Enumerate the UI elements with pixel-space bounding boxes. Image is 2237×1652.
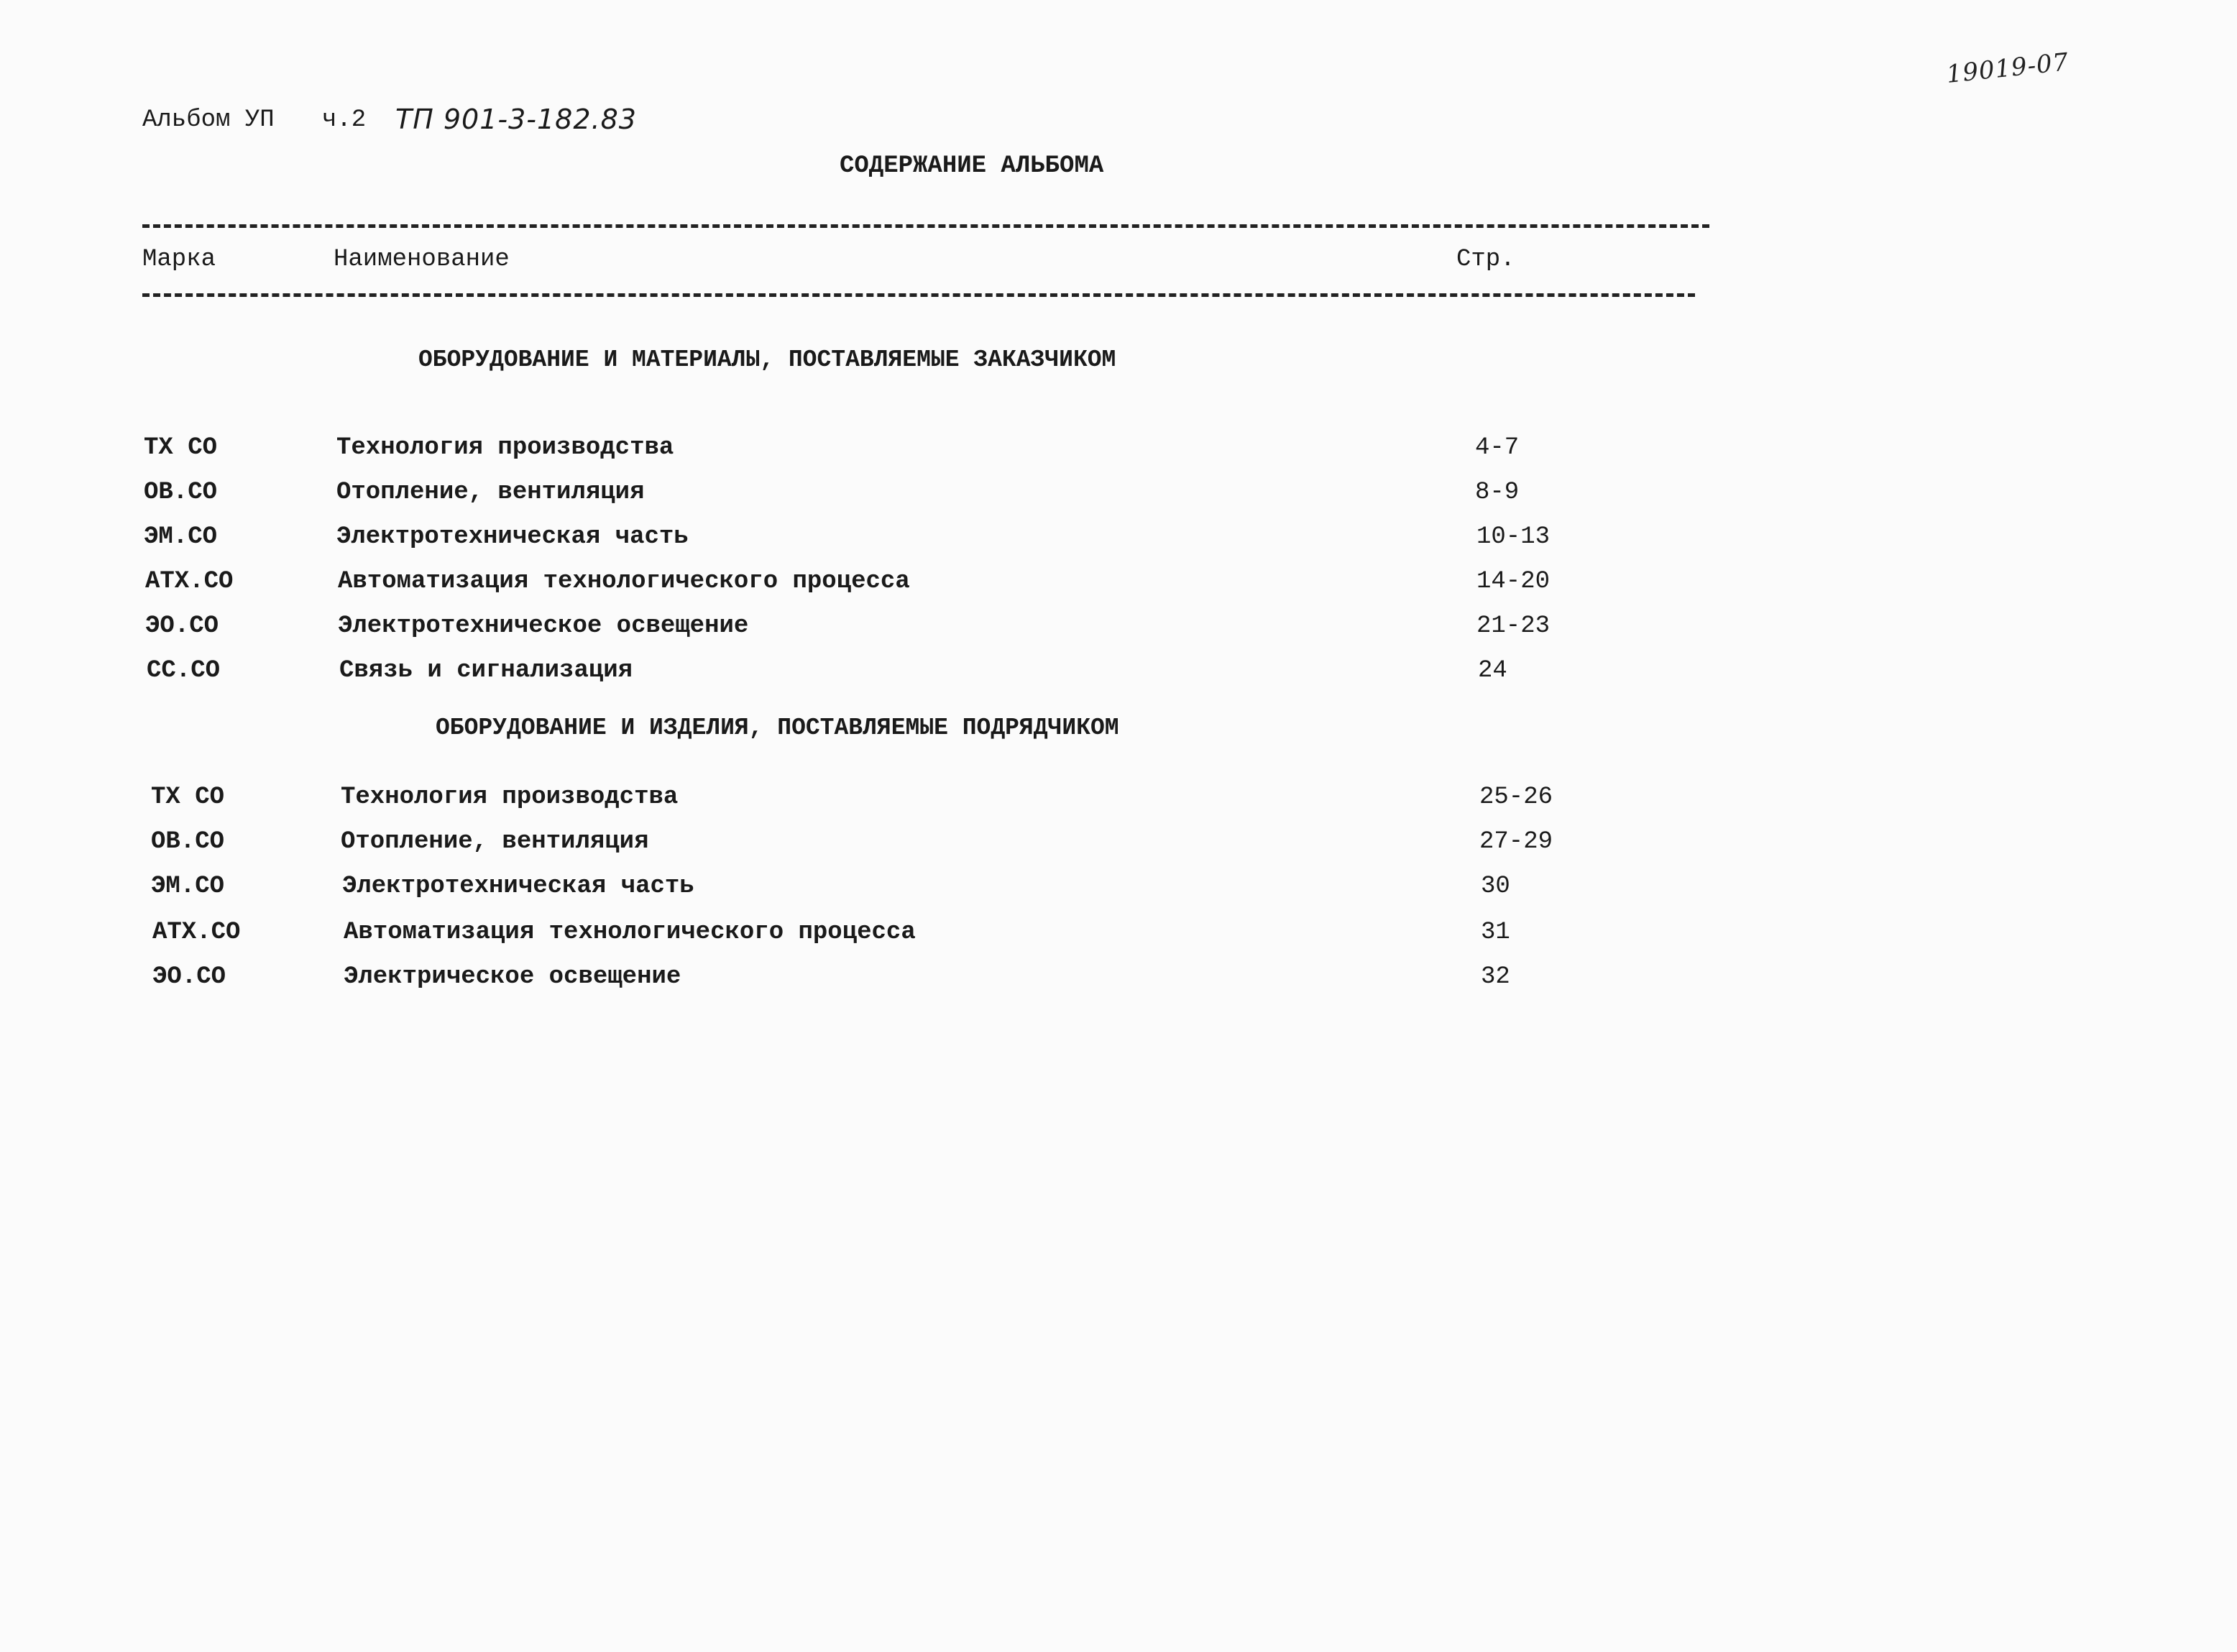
item-mark: ТХ СО <box>144 434 218 462</box>
list-item <box>151 873 1732 904</box>
item-page: 4-7 <box>1475 434 1520 462</box>
doc-code-wrap <box>395 104 637 137</box>
handwritten-number: 19019-07 <box>1944 47 2071 89</box>
item-page: 10-13 <box>1476 523 1551 551</box>
section-title-customer: ОБОРУДОВАНИЕ И МАТЕРИАЛЫ, ПОСТАВЛЯЕМЫЕ ЗАКАЗЧИКОМ <box>418 347 1116 373</box>
list-item <box>145 612 1727 644</box>
list-item <box>145 568 1727 600</box>
item-mark: ОВ.СО <box>151 828 225 855</box>
item-name: Автоматизация технологического процесса <box>338 568 910 595</box>
item-mark: ЭМ.СО <box>151 873 225 900</box>
item-name: Электротехническая часть <box>336 523 689 551</box>
item-mark: ЭО.СО <box>152 963 226 991</box>
item-mark: ОВ.СО <box>144 479 218 506</box>
item-name: Технология производства <box>336 434 674 462</box>
item-name: Электротехническое освещение <box>338 612 749 640</box>
item-page: 27-29 <box>1479 828 1553 855</box>
top-divider <box>142 224 1709 228</box>
item-mark: СС.СО <box>147 657 221 684</box>
item-mark: АТХ.СО <box>152 919 241 946</box>
item-mark: ТХ СО <box>151 784 225 811</box>
list-item <box>152 919 1734 950</box>
part-label-wrap <box>322 106 366 134</box>
item-mark: ЭО.СО <box>145 612 219 640</box>
column-header-name: Наименование <box>334 246 510 273</box>
item-page: 32 <box>1481 963 1510 991</box>
item-page: 24 <box>1478 657 1507 684</box>
item-page: 14-20 <box>1476 568 1551 595</box>
header-divider <box>142 293 1695 297</box>
list-item <box>151 784 1732 815</box>
list-item <box>144 434 1725 466</box>
item-name: Электрическое освещение <box>344 963 681 991</box>
list-item <box>152 963 1734 995</box>
list-item <box>144 479 1725 510</box>
item-page: 25-26 <box>1479 784 1553 811</box>
item-name: Технология производства <box>341 784 679 811</box>
column-header-mark: Марка <box>142 246 216 273</box>
list-item <box>144 523 1725 555</box>
column-header-page: Стр. <box>1456 246 1515 273</box>
item-mark: ЭМ.СО <box>144 523 218 551</box>
list-item <box>151 828 1732 860</box>
item-name: Связь и сигнализация <box>339 657 633 684</box>
page-title: СОДЕРЖАНИЕ АЛЬБОМА <box>840 152 1104 180</box>
item-page: 21-23 <box>1476 612 1551 640</box>
item-page: 31 <box>1481 919 1510 946</box>
item-name: Электротехническая часть <box>342 873 694 900</box>
item-name: Отопление, вентиляция <box>341 828 649 855</box>
item-name: Автоматизация технологического процесса <box>344 919 916 946</box>
album-label: Альбом УП <box>142 106 275 134</box>
item-page: 30 <box>1481 873 1510 900</box>
section-title-contractor: ОБОРУДОВАНИЕ И ИЗДЕЛИЯ, ПОСТАВЛЯЕМЫЕ ПОДРЯДЧИКОМ <box>436 715 1119 741</box>
part-label: ч.2 <box>322 106 367 134</box>
item-mark: АТХ.СО <box>145 568 234 595</box>
album-header <box>142 106 275 134</box>
item-name: Отопление, вентиляция <box>336 479 645 506</box>
list-item <box>147 657 1728 689</box>
item-page: 8-9 <box>1475 479 1520 506</box>
doc-code: ТП 901-3-182.83 <box>395 104 637 135</box>
